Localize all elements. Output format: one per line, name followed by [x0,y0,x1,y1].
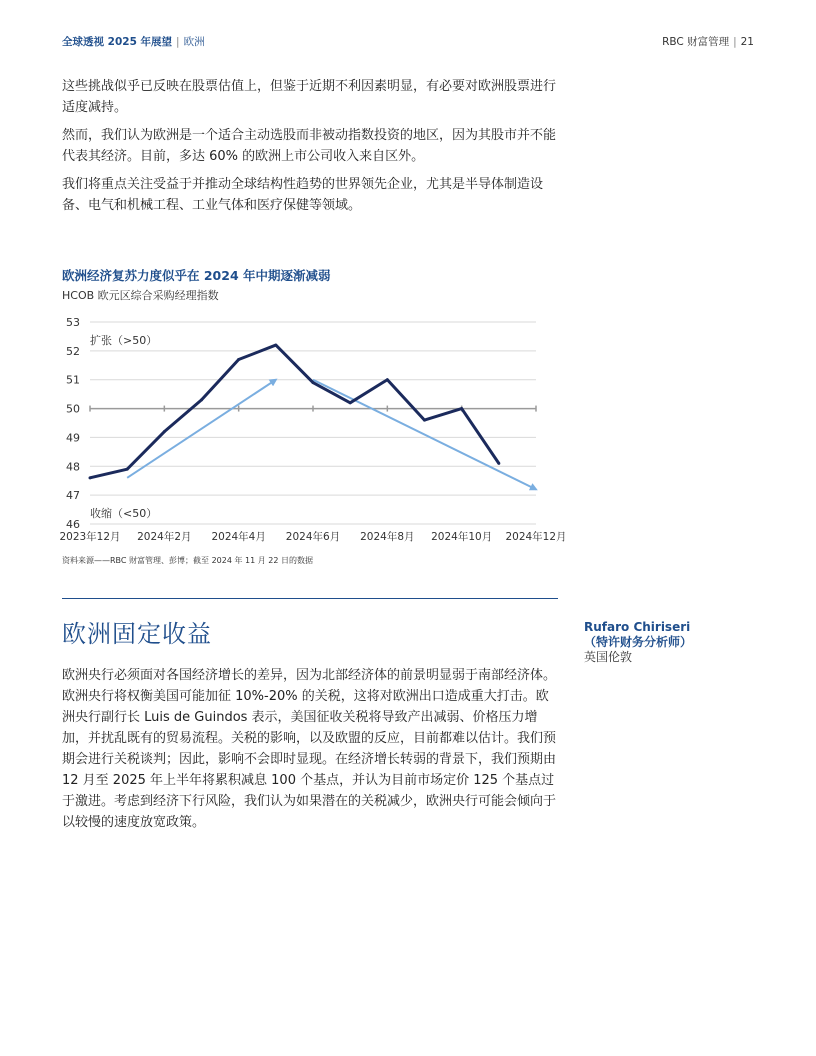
intro-paragraph: 然而，我们认为欧洲是一个适合主动选股而非被动指数投资的地区，因为其股市并不能代表其经济。目前，多达 60% 的欧洲上市公司收入来自区外。 [62,128,557,164]
intro-paragraph: 我们将重点关注受益于并推动全球结构性趋势的世界领先企业，尤其是半导体制造设备、电气和机械工程、工业气体和医疗保健等领域。 [62,177,544,213]
fixed-income-paragraph: 欧洲央行必须面对各国经济增长的差异，因为北部经济体的前景明显弱于南部经济体。欧洲央行将权衡美国可能加征 10%-20% 的关税，这将对欧洲出口造成重大打击。欧洲央行副行长 Luis de Guindos 表示，美国征收关税将导致产出减弱、价格压力增加，并扰乱既有的贸易流程。关税的影响，以及欧盟的反应，目前都难以估计。我们预期会进行关税谈判；因此，影响不会即时显现。在经济增长转弱的背景下，我们预期由 12 月至 2025 年上半年将累积减息 100 个基点，并认为目前市场定价 125 个基点过于激进。考虑到经济下行风险，我们认为如果潜在的关税减少，欧洲央行可能会倾向于以较慢的速度放宽政策。 [62,668,557,830]
expansion-annotation: 扩张（>50） [90,334,158,347]
section-title: 欧洲固定收益 [62,620,212,648]
y-tick-label: 50 [66,402,80,416]
y-tick-label: 46 [66,518,80,531]
fixed-income-text [62,665,558,840]
header-separator: | [176,36,180,48]
page-number: 21 [740,36,754,48]
x-tick-labels [59,530,566,543]
header-left [62,34,205,49]
chart-source: 资料来源——RBC 财富管理、彭博；截至 2024 年 11 月 22 日的数据 [62,556,314,565]
trend-arrow [127,380,276,478]
grid-lines [90,322,536,524]
pmi-data-point [200,398,203,401]
reference-line-group [90,406,536,412]
pmi-line-chart [54,306,574,546]
trend-arrow [313,380,536,490]
pmi-data-point [237,358,240,361]
pmi-data-point [126,468,129,471]
y-tick-label: 47 [66,489,80,503]
brand-name: RBC 财富管理 [662,36,730,48]
author-name: Rufaro Chiriseri [584,620,691,634]
intro-paragraph: 这些挑战似乎已反映在股票估值上，但鉴于近期不利因素明显，有必要对欧洲股票进行适度减持。 [62,79,557,115]
header-right [662,34,754,49]
author-credential: （特许财务分析师） [584,635,693,649]
x-tick-label: 2024年12月 [505,531,567,543]
x-tick-label: 2024年2月 [137,531,192,543]
y-tick-label: 53 [66,316,80,329]
header-section: 欧洲 [183,36,205,48]
author-location: 英国伦敦 [584,650,633,664]
y-tick-label: 48 [66,460,80,474]
x-tick-label: 2023年12月 [59,531,121,543]
y-tick-label: 49 [66,431,80,445]
x-tick-label: 2024年8月 [360,531,415,543]
pmi-data-point [274,344,277,347]
x-tick-label: 2024年4月 [211,531,266,543]
pmi-data-point [163,430,166,433]
y-tick-label: 52 [66,344,80,358]
pmi-data-point [497,462,500,465]
pmi-data-point [349,401,352,404]
pmi-data-point [386,378,389,381]
y-tick-label: 51 [66,373,80,387]
x-tick-label: 2024年6月 [285,531,341,543]
intro-text [62,76,558,223]
series-line-group [89,344,501,480]
chart-subtitle: HCOB 欧元区综合采购经理指数 [62,289,219,302]
pmi-data-point [89,476,92,479]
header-separator-right: | [733,36,737,48]
trend-arrows [127,380,536,490]
doc-title: 全球透视 2025 年展望 [62,36,173,48]
y-tick-labels [66,316,80,531]
pmi-data-point [423,419,426,422]
page-header [62,34,754,50]
chart-title: 欧洲经济复苏力度似乎在 2024 年中期逐渐减弱 [62,268,331,283]
x-tick-label: 2024年10月 [431,531,493,543]
author-block [584,620,754,665]
pmi-data-point [460,407,463,410]
section-divider [62,598,558,599]
contraction-annotation: 收缩（<50） [90,507,158,520]
pmi-series-line [90,345,499,478]
pmi-data-point [312,381,315,384]
